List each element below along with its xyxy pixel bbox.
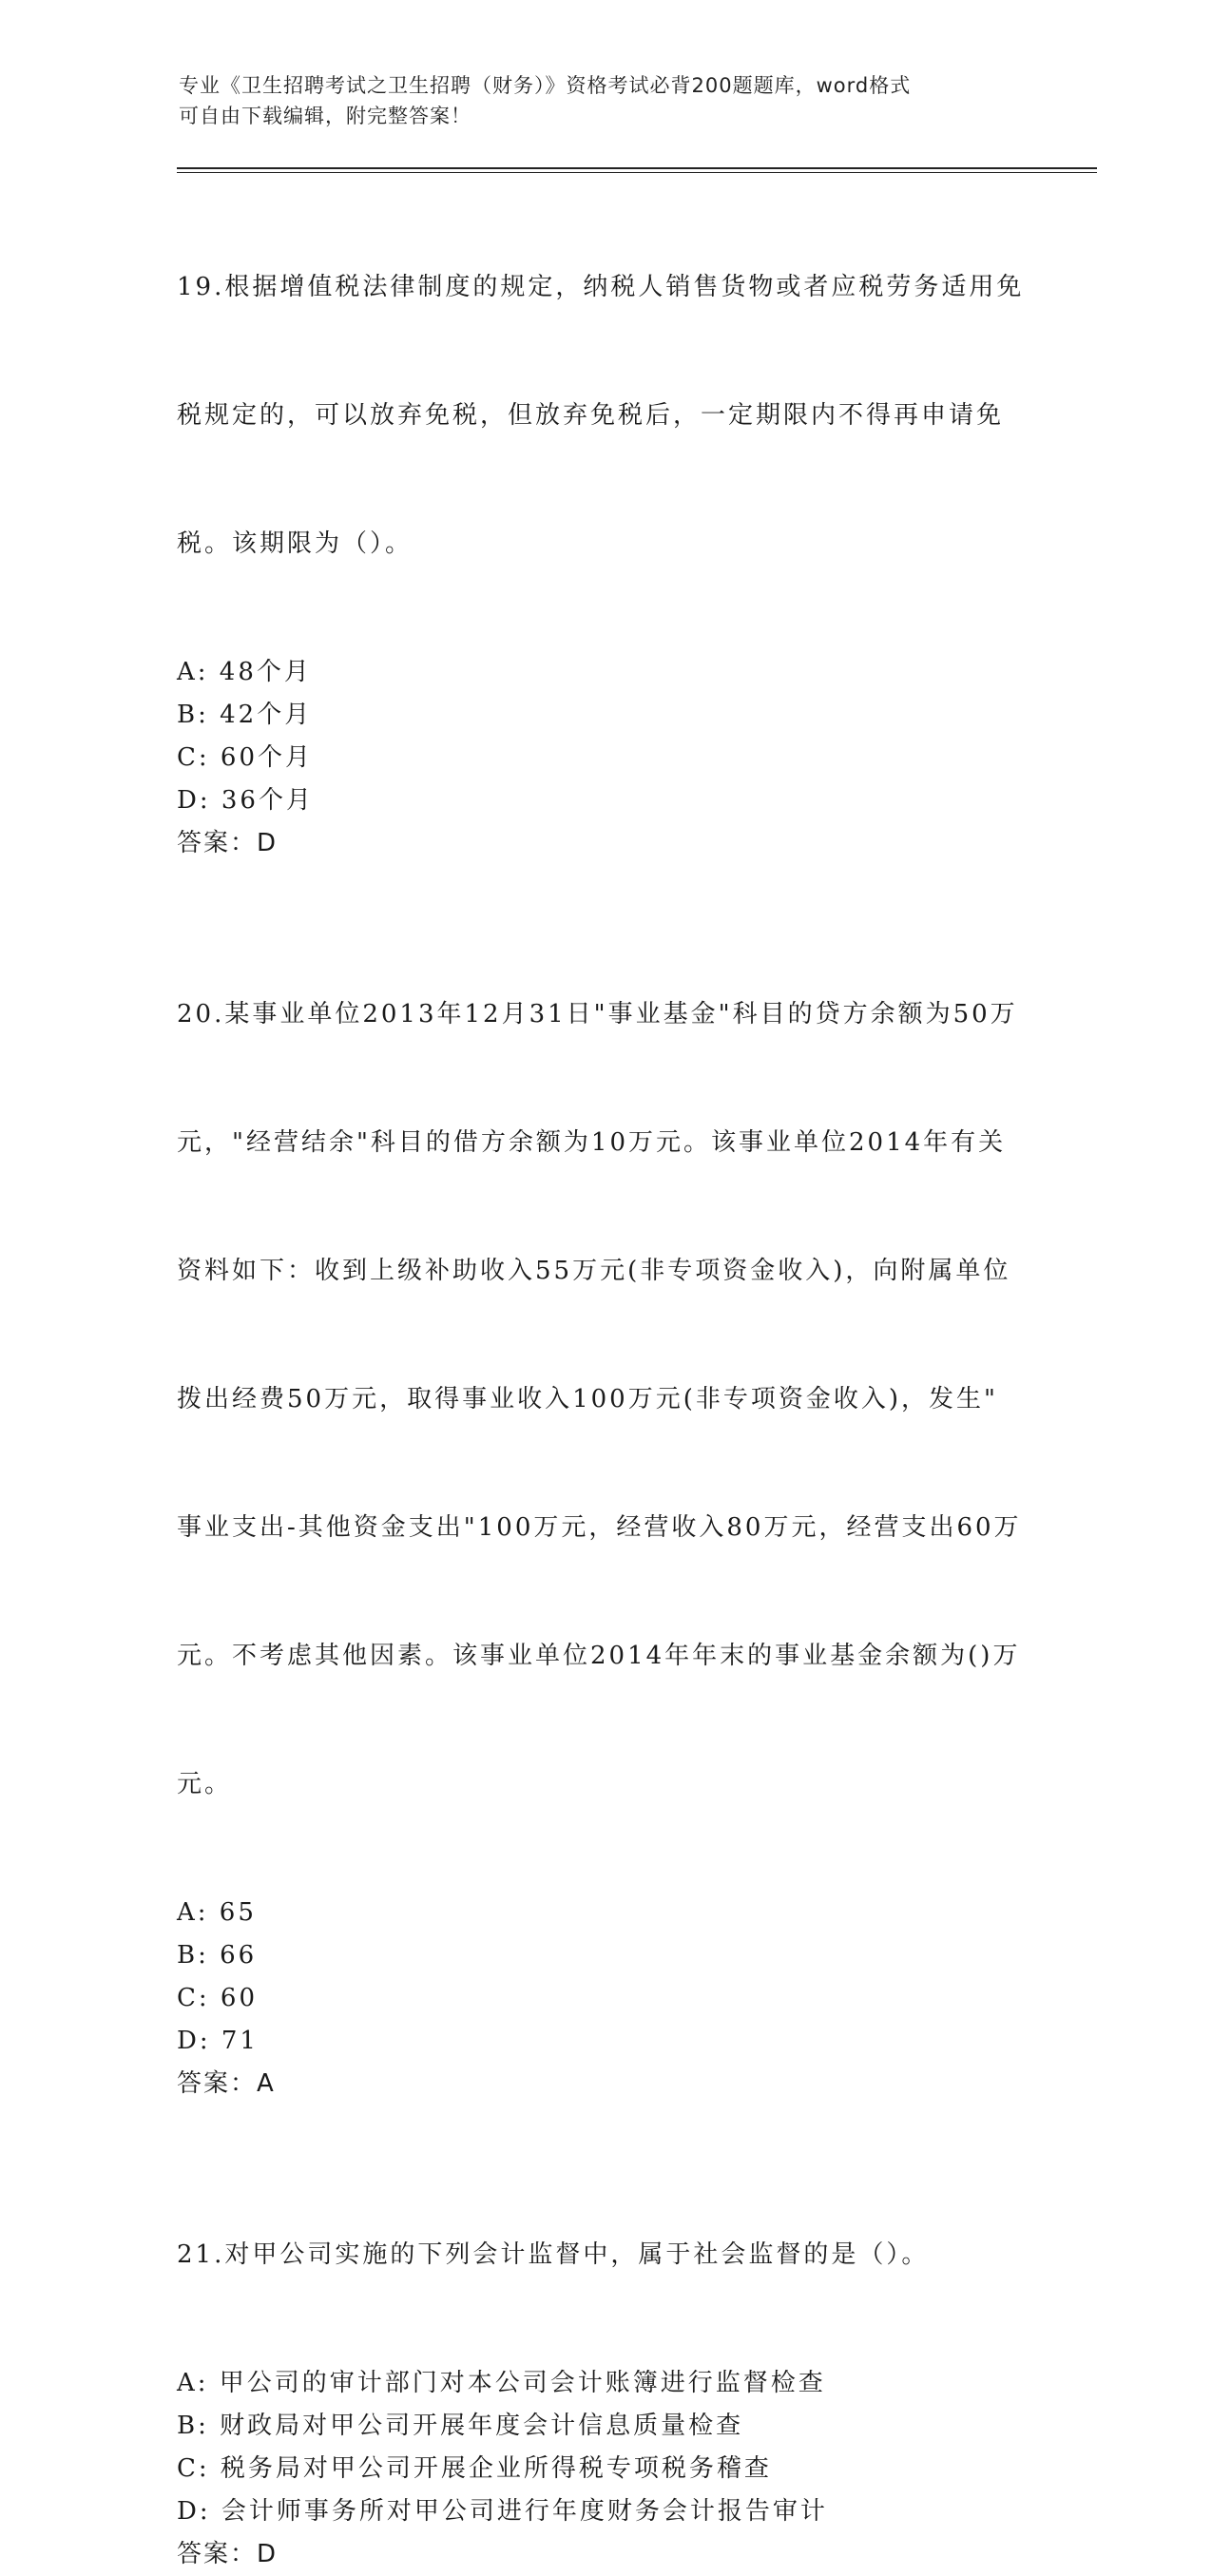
- question-19: [177, 181, 1032, 865]
- option-c: C: 60个月: [177, 743, 314, 772]
- option-b: B: 66: [177, 1941, 258, 1970]
- question-stem: [177, 181, 1032, 651]
- header-line-1: 专业《卫生招聘考试之卫生招聘（财务）》资格考试必背200题题库，word格式: [179, 74, 912, 97]
- spacer: [177, 865, 1032, 908]
- option-a: A: 甲公司的审计部门对本公司会计账簿进行监督检查: [177, 2369, 826, 2397]
- stem-line: 19.根据增值税法律制度的规定，纳税人销售货物或者应税劳务适用免: [177, 273, 1025, 301]
- option-c: C: 税务局对甲公司开展企业所得税专项税务稽查: [177, 2454, 772, 2483]
- spacer: [177, 2105, 1032, 2148]
- question-list: [177, 181, 1032, 2576]
- question-20: [177, 908, 1032, 2105]
- answer: 答案：D: [177, 2540, 279, 2568]
- stem-line: 21.对甲公司实施的下列会计监督中，属于社会监督的是（）。: [177, 2240, 930, 2269]
- option-b: B: 财政局对甲公司开展年度会计信息质量检查: [177, 2412, 744, 2440]
- stem-line: 元，"经营结余"科目的借方余额为10万元。该事业单位2014年有关: [177, 1128, 1007, 1157]
- question-stem: [177, 908, 1032, 1892]
- option-a: A: 65: [177, 1898, 257, 1927]
- stem-line: 税规定的，可以放弃免税，但放弃免税后，一定期限内不得再申请免: [177, 401, 1005, 430]
- answer: 答案：A: [177, 2069, 276, 2098]
- stem-line: 元。不考虑其他因素。该事业单位2014年年末的事业基金余额为()万: [177, 1642, 1021, 1670]
- stem-line: 事业支出-其他资金支出"100万元，经营收入80万元，经营支出60万: [177, 1513, 1022, 1542]
- header-line-2: 可自由下载编辑，附完整答案！: [179, 105, 471, 127]
- stem-line: 拨出经费50万元，取得事业收入100万元(非专项资金收入)，发生": [177, 1385, 998, 1413]
- header-divider-thick: [177, 167, 1097, 169]
- header-divider-thin: [177, 172, 1097, 173]
- option-c: C: 60: [177, 1984, 259, 2012]
- option-d: D: 会计师事务所对甲公司进行年度财务会计报告审计: [177, 2497, 828, 2526]
- stem-line: 20.某事业单位2013年12月31日"事业基金"科目的贷方余额为50万: [177, 1000, 1018, 1028]
- answer: 答案：D: [177, 829, 279, 857]
- stem-line: 税。该期限为（）。: [177, 529, 414, 558]
- option-d: D: 71: [177, 2027, 259, 2055]
- option-d: D: 36个月: [177, 786, 314, 815]
- document-header: [179, 70, 1015, 131]
- stem-line: 资料如下：收到上级补助收入55万元(非专项资金收入)，向附属单位: [177, 1257, 1011, 1285]
- option-a: A: 48个月: [177, 658, 312, 686]
- question-stem: [177, 2148, 1032, 2362]
- question-21: [177, 2148, 1032, 2576]
- stem-line: 元。: [177, 1770, 233, 1798]
- option-b: B: 42个月: [177, 701, 313, 729]
